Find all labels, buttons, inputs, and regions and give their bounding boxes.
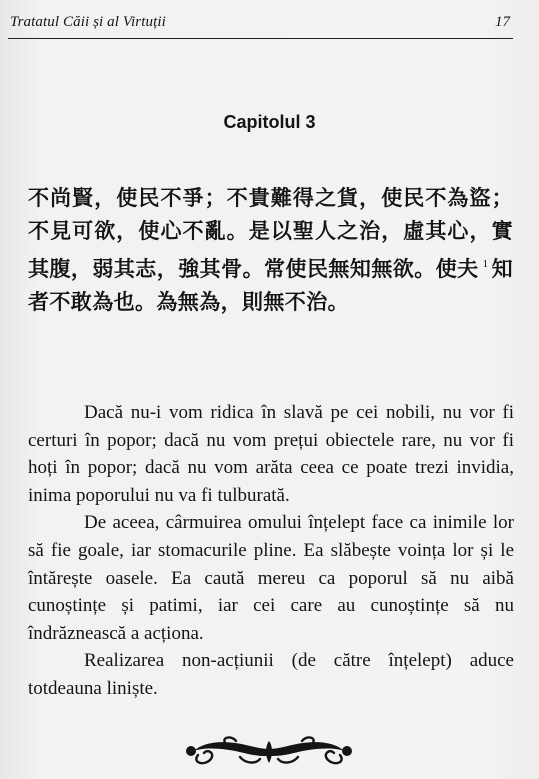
chinese-original-text [28,182,513,319]
translation-paragraph: De aceea, cârmuirea omului înțelept face ca inimile lor să fie goale, iar stomacurile pline. Ea slăbește voința lor și le întărește oasele. Ea caută mereu ca poporul să nu aibă cunoștințe și patimi, iar cei care au cunoștințe să nu îndrăznească a acționa. [28,512,514,644]
chapter-title: Capitolul 3 [223,112,316,132]
header-rule [8,38,513,39]
footnote-marker: 1 [482,258,489,270]
running-header [10,10,510,36]
scroll-flourish-icon [182,733,356,769]
romanian-translation [28,399,514,703]
translation-paragraph: Realizarea non-acțiunii (de către înțelept) aduce totdeauna liniște. [28,650,514,699]
page-number: 17 [495,14,510,30]
chinese-text-part-1: 不尚賢，使民不爭；不貴難得之貨，使民不為盜；不見可欲，使心不亂。是以聖人之治，虛其心，實其腹，弱其志，強其骨。常使民無知無欲。使夫 [28,186,513,281]
chinese-text-part-2: 知者不敢為也。為無為，則無不治。 [28,257,513,314]
running-title: Tratatul Căii și al Virtuții [10,14,166,30]
translation-paragraph: Dacă nu-i vom ridica în slavă pe cei nobili, nu vor fi certuri în popor; dacă nu vom prețui obiectele rare, nu vor fi hoți în popor; dacă nu vom arăta ceea ce poate trezi invidia, inima poporului nu va fi tulburată. [28,402,514,506]
